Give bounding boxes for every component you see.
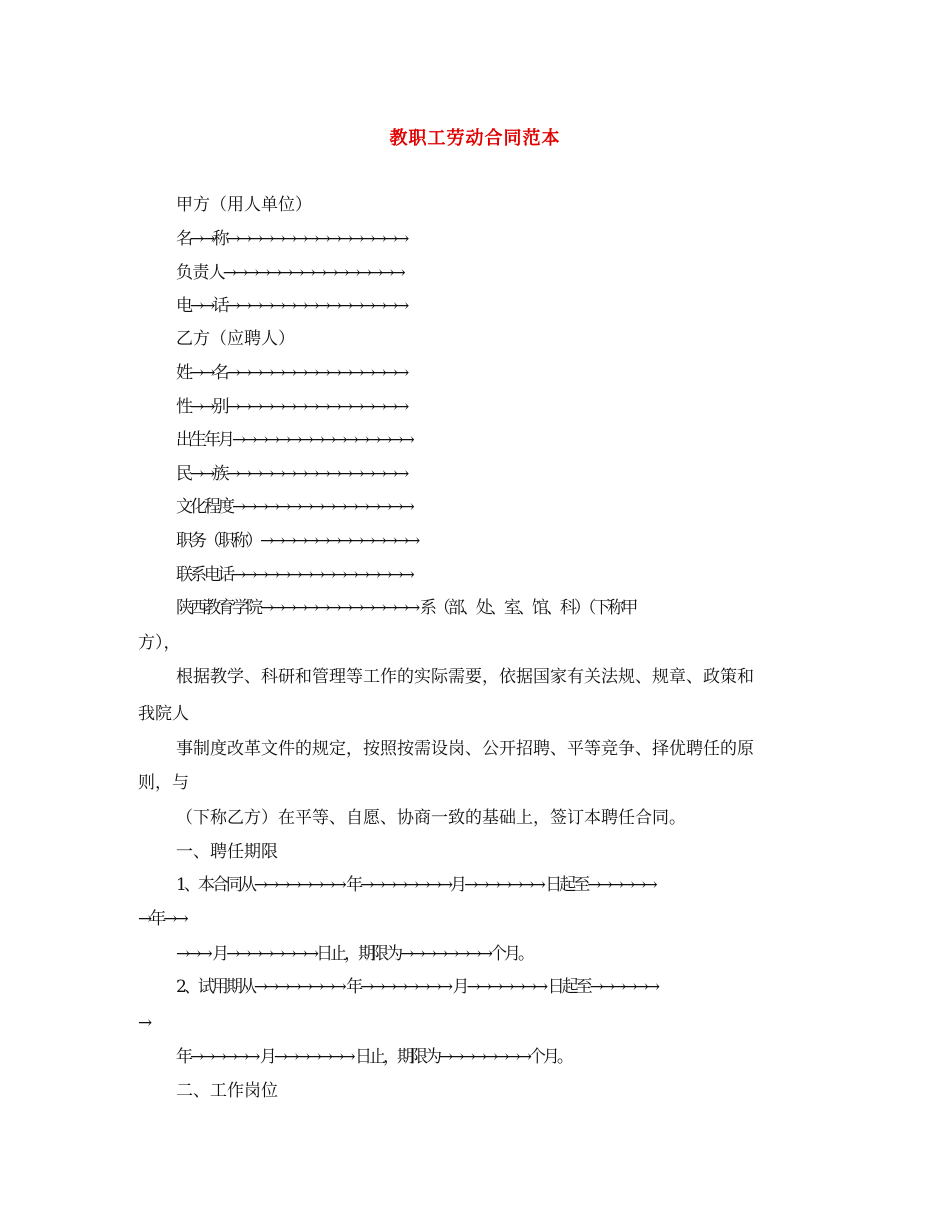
party-b-name-field: 姓→→名→→→→→→→→→→→→→→→→ — [176, 363, 407, 383]
party-a-heading: 甲方（用人单位） — [176, 195, 312, 215]
party-a-phone-field: 电→→话→→→→→→→→→→→→→→→→ — [176, 296, 407, 316]
clause-1-2-wrap: → — [138, 1013, 150, 1033]
section-2-heading: 二、工作岗位 — [176, 1081, 278, 1101]
section-1-heading: 一、聘任期限 — [176, 842, 278, 862]
reform-paragraph-wrap: 则，与 — [138, 773, 189, 793]
document-title: 教职工劳动合同范本 — [389, 128, 561, 149]
clause-1-1-end: →→→ 月→→→→→→→→日止，期限为→→→→→→→→个月。 — [176, 944, 533, 964]
agreement-paragraph: （下称乙方）在平等、自愿、协商一致的基础上，签订本聘任合同。 — [176, 808, 686, 828]
party-b-birth-field: 出生年月→→→→→→→→→→→→→→→→ — [176, 430, 412, 450]
party-a-name-field: 名→→称→→→→→→→→→→→→→→→→ — [176, 229, 407, 249]
party-b-contact-field: 联系电话→→→→→→→→→→→→→→→→ — [176, 565, 412, 585]
party-b-gender-field: 性→→别→→→→→→→→→→→→→→→→ — [176, 397, 407, 417]
basis-paragraph-wrap: 我院人 — [138, 704, 189, 724]
clause-1-2: 2、试用期从→→→→→→→→ 年→→→→→→→→ 月→→→→→→→ 日起至→→→→→→ — [176, 977, 658, 997]
department-line-wrap: 方）， — [138, 633, 181, 653]
basis-paragraph: 根据教学、科研和管理等工作的实际需要，依据国家有关法规、规章、政策和 — [176, 667, 754, 687]
party-a-representative-field: 负 责 人→→→→→→→→→→→→→→→→ — [176, 263, 403, 283]
reform-paragraph: 事制度改革文件的规定，按照按需设岗、公开招聘、平等竞争、择优聘任的原 — [176, 739, 754, 759]
party-b-education-field: 文化程度→→→→→→→→→→→→→→→→ — [176, 497, 412, 517]
clause-1-1-wrap: →年→→ — [138, 909, 186, 929]
party-b-position-field: 职务（职称）→→→→→→→→→→→→→→ — [176, 531, 418, 551]
party-b-heading: 乙方（应聘人） — [176, 329, 295, 349]
party-b-ethnicity-field: 民→→族→→→→→→→→→→→→→→→→ — [176, 464, 407, 484]
clause-1-1: 1、本合同从→→→→→→→→ 年→→→→→→→→月→→→→→→→ 日起至→→→→→→ — [176, 875, 655, 895]
clause-1-2-end: 年→→→→→→ 月→→→→→→→ 日止，期限为→→→→→→→→个月。 — [176, 1047, 571, 1067]
department-line: 陕西教育学院→→→→→→→→→→→→→→ 系（部、处、室、馆、科）（下称甲 — [176, 598, 636, 618]
